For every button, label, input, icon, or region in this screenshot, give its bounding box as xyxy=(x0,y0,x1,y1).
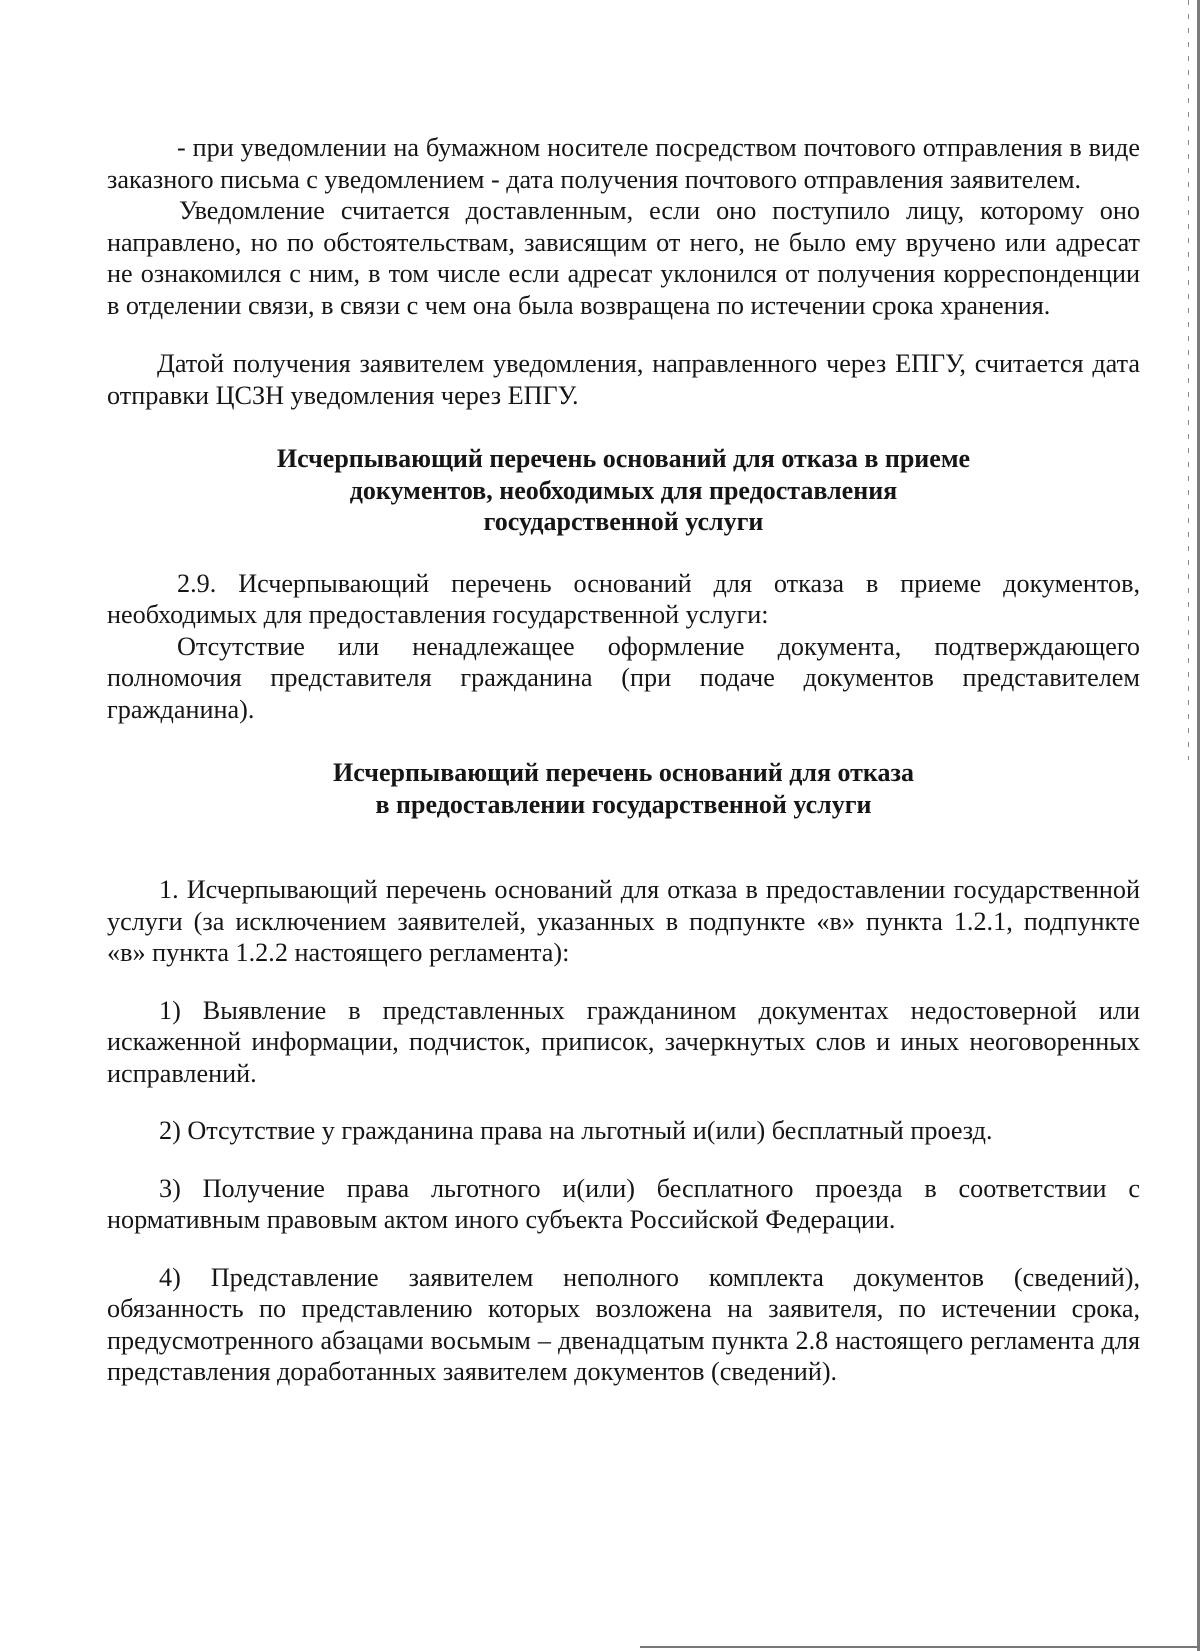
heading-line: в предоставлении государственной услуги xyxy=(375,789,872,819)
heading-line: Исчерпывающий перечень оснований для отказа xyxy=(333,758,914,787)
paragraph-refusal-list-intro: 1. Исчерпывающий перечень оснований для отказа в предоставлении государственной услуги (за исключением заявителей, указанных в подпункте «в» пункта 1.2.1, подпункте «в» пункта 1.2.2 настоящего регламента): xyxy=(107,875,1140,967)
list-item: 3) Получение права льготного и(или) бесплатного проезда в соответствии с нормативным правовым актом иного субъекта Российской Федерации. xyxy=(107,1173,1140,1234)
heading-line: документов, необходимых для предоставления xyxy=(349,475,898,505)
paragraph-2-9: 2.9. Исчерпывающий перечень оснований для отказа в приеме документов, необходимых для предоставления государственной услуги: xyxy=(107,568,1140,629)
heading-refusal-acceptance xyxy=(107,443,1140,538)
scan-edge-dashes xyxy=(1188,0,1189,760)
paragraph-notification-delivered: Уведомление считается доставленным, если оно поступило лицу, которому оно направлено, но по обстоятельствам, зависящим от него, не было ему вручено или адресат не ознакомился с ним, в том числе если адресат уклонился от получения корреспонденции в отделении связи, в связи с чем она была возвращена по истечении срока хранения. xyxy=(107,196,1140,320)
list-item: 4) Представление заявителем неполного комплекта документов (сведений), обязанность по представлению которых возложена на заявителя, по истечении срока, предусмотренного абзацами восьмым – двенадцатым пункта 2.8 настоящего регламента для представления доработанных заявителем документов (сведений). xyxy=(107,1262,1140,1386)
document-page xyxy=(107,132,1140,1388)
heading-refusal-service xyxy=(107,757,1140,820)
paragraph-epgu-date: Датой получения заявителем уведомления, направленного через ЕПГУ, считается дата отправки ЦСЗН уведомления через ЕПГУ. xyxy=(107,349,1140,410)
list-item: 1) Выявление в представленных гражданином документах недостоверной или искаженной информации, подчисток, приписок, зачеркнутых слов и иных неоговоренных исправлений. xyxy=(107,995,1140,1088)
scan-bottom-edge xyxy=(640,1646,1200,1648)
list-item: 2) Отсутствие у гражданина права на льготный и(или) бесплатный проезд. xyxy=(159,1116,993,1145)
paragraph-representative-authority: Отсутствие или ненадлежащее оформление документа, подтверждающего полномочия представителя гражданина (при подаче документов представителем гражданина). xyxy=(107,631,1140,724)
heading-line: государственной услуги xyxy=(483,507,764,536)
heading-line: Исчерпывающий перечень оснований для отказа в приеме xyxy=(276,444,971,473)
paragraph-notification-paper: - при уведомлении на бумажном носителе посредством почтового отправления в виде заказного письма с уведомлением - дата получения почтового отправления заявителем. xyxy=(107,133,1140,194)
